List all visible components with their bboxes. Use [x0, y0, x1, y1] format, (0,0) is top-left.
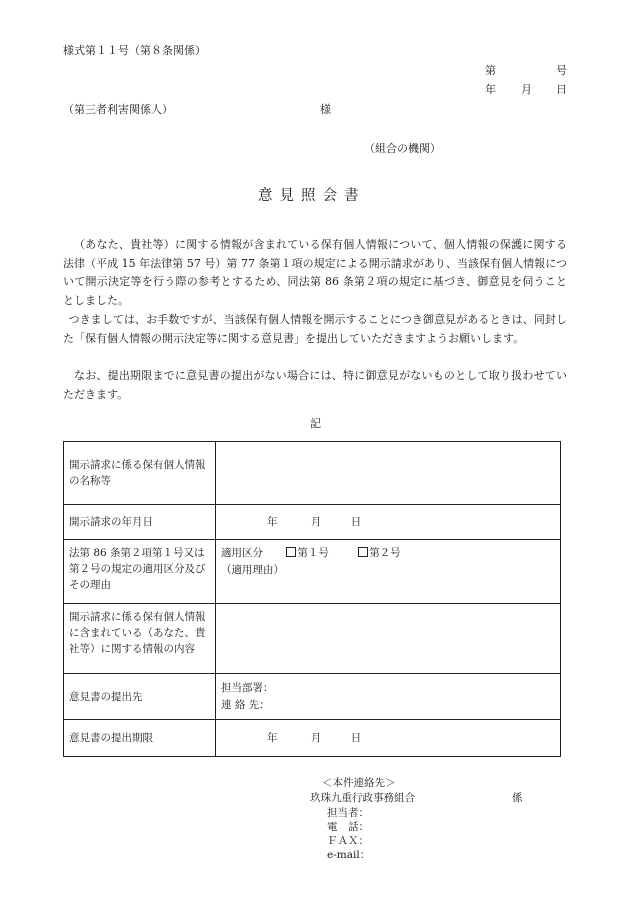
row-value-info-content — [216, 604, 561, 674]
reason-label: （適用理由） — [221, 564, 284, 576]
table-row — [64, 505, 561, 540]
issue-date-month: 月 — [521, 83, 532, 96]
row-value-info-name — [216, 442, 561, 505]
table-row — [64, 674, 561, 720]
contact-heading: ＜本件連絡先＞ — [322, 777, 396, 789]
organization-name: 玖珠九重行政事務組合 — [310, 792, 415, 804]
option-2-label: 第２号 — [369, 547, 401, 559]
table-row — [64, 540, 561, 604]
phone-label: 電 話： — [327, 821, 369, 833]
form-number: 様式第１１号（第８条関係） — [63, 44, 206, 57]
table-row — [64, 604, 561, 674]
row-value-submission-deadline — [216, 720, 561, 757]
row-label-info-content: 開示請求に係る保有個人情報に含まれている（あなた、貴社等）に関する情報の内容 — [64, 604, 216, 674]
issue-date-year: 年 — [485, 83, 496, 96]
row-value-submission-destination — [216, 674, 561, 720]
issue-date-day: 日 — [556, 83, 567, 96]
sender-organ: （組合の機関） — [364, 142, 441, 155]
email-label: e-mail： — [327, 849, 371, 861]
checkbox-icon — [286, 547, 296, 557]
document-title: 意見照会書 — [258, 188, 366, 204]
request-date-day: 日 — [350, 516, 362, 528]
document-number-suffix: 号 — [556, 64, 567, 77]
body-paragraph-2: つきましては、お手数ですが、当該保有個人情報を開示することにつき御意見があるときは、同封した「保有個人情報の開示決定等に関する意見書」を提出していただきますようお願いします。 — [63, 313, 567, 345]
option-1-label: 第１号 — [297, 547, 329, 559]
option-1-checkbox[interactable] — [286, 547, 329, 559]
request-date-month: 月 — [310, 516, 322, 528]
table-row — [64, 720, 561, 757]
deadline-year: 年 — [267, 732, 278, 744]
ki-heading: 記 — [310, 417, 321, 430]
recipient: （第三者利害関係人） — [63, 103, 173, 116]
checkbox-icon — [358, 547, 368, 557]
request-date-year: 年 — [267, 516, 278, 528]
person-in-charge-label: 担当者： — [327, 807, 369, 819]
row-label-submission-destination: 意見書の提出先 — [64, 674, 216, 720]
row-value-request-date — [216, 505, 561, 540]
row-label-request-date: 開示請求の年月日 — [64, 505, 216, 540]
body-paragraph-3: なお、提出期限までに意見書の提出がない場合には、特に御意見がないものとして取り扱わせていただきます。 — [63, 369, 567, 401]
table-row — [64, 442, 561, 505]
department-label: 担当部署： — [221, 681, 274, 694]
contact-label: 連 絡 先： — [221, 698, 270, 711]
honorific: 様 — [320, 103, 331, 116]
document-number-prefix: 第 — [485, 64, 496, 77]
category-label: 適用区分 — [221, 547, 263, 559]
row-value-application-category — [216, 540, 561, 604]
row-label-info-name: 開示請求に係る保有個人情報の名称等 — [64, 442, 216, 505]
deadline-day: 日 — [350, 732, 362, 744]
section-suffix: 係 — [512, 792, 523, 804]
deadline-month: 月 — [310, 732, 322, 744]
inquiry-table — [63, 441, 561, 757]
body-paragraph-1: （あなた、貴社等）に関する情報が含まれている保有個人情報について、個人情報の保護に関する法律（平成 15 年法律第 57 号）第 77 条第１項の規定による開示請求があり、当該保有個人情報について開示決定等を行う際の参考とするため、同法第 86 条第２項の規定に基づき、御意見を伺うこととしました。 — [63, 238, 567, 307]
fax-label: ＦＡＸ： — [327, 835, 369, 847]
option-2-checkbox[interactable] — [358, 547, 401, 559]
row-label-submission-deadline: 意見書の提出期限 — [64, 720, 216, 757]
row-label-application-category: 法第 86 条第２項第１号又は第２号の規定の適用区分及びその理由 — [64, 540, 216, 604]
